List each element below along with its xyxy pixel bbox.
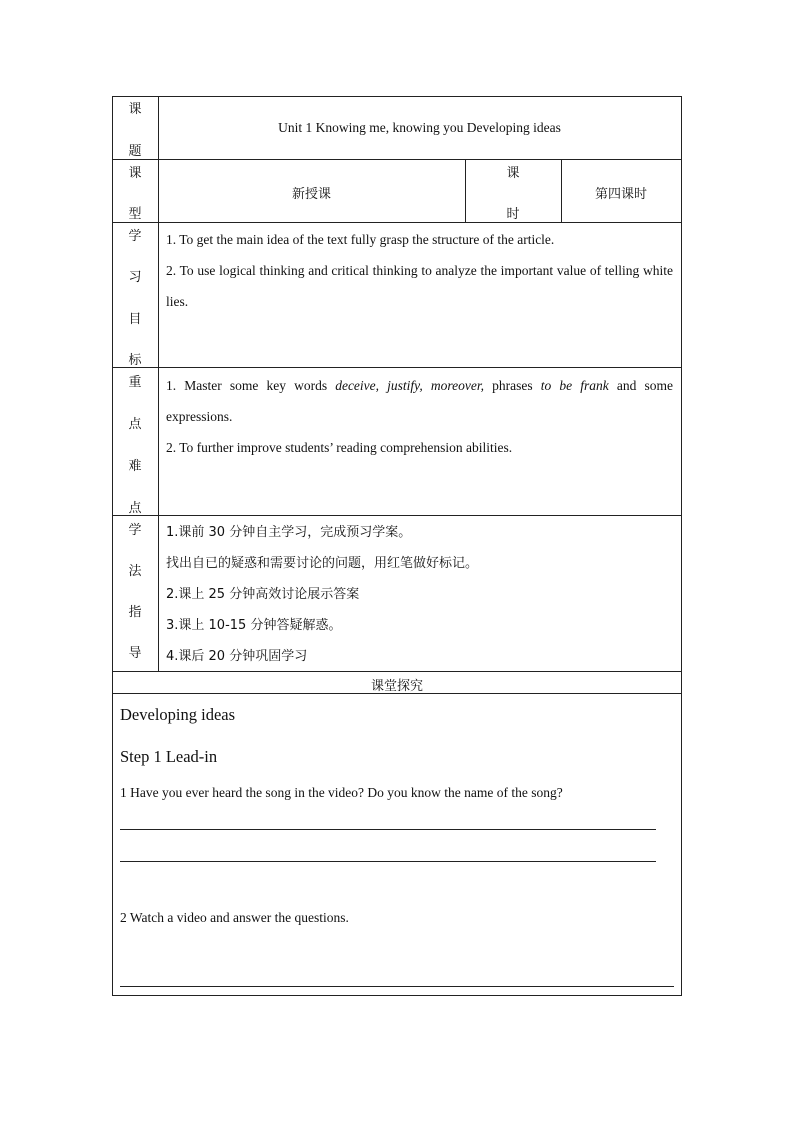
question-1: 1 Have you ever heard the song in the video? Do you know the name of the song? [120, 785, 563, 800]
topic-label: 课 题 [128, 102, 142, 159]
lesson-hours: 第四课时 [594, 187, 647, 202]
row-divider [112, 159, 682, 160]
method-item: 4.课后 20 分钟巩固学习 [166, 649, 308, 664]
lesson-type: 新授课 [291, 187, 331, 202]
table-border-bottom [112, 995, 682, 996]
objectives-label: 学 习 目 标 [128, 229, 142, 368]
method-label: 学 法 指 导 [128, 523, 142, 661]
key-points-text [166, 370, 673, 463]
method-item: 找出自已的疑惑和需要讨论的问题，用红笔做好标记。 [166, 556, 479, 571]
objectives-text [166, 224, 673, 317]
answer-line[interactable] [120, 861, 656, 862]
objective-item: 1. To get the main idea of the text fully grasp the structure of the article. [166, 232, 555, 247]
table-border-right [681, 96, 682, 996]
method-item: 3.课上 10-15 分钟答疑解惑。 [166, 618, 342, 633]
heading-developing-ideas: Developing ideas [120, 705, 236, 724]
objective-item: 2. To use logical thinking and critical thinking to analyze the important value of telling white lies. [166, 263, 673, 309]
key-words: deceive, justify, moreover, [335, 378, 485, 393]
row-divider [112, 222, 682, 223]
hours-label: 课 时 [506, 166, 520, 222]
heading-step-lead-in: Step 1 Lead-in [120, 747, 218, 766]
key-point-item: 2. To further improve students’ reading comprehension abilities. [166, 440, 513, 455]
answer-line[interactable] [120, 829, 656, 830]
section-header: 课堂探究 [370, 679, 423, 694]
lesson-plan-table [112, 96, 682, 996]
type-label: 课 型 [128, 166, 142, 222]
lesson-title: Unit 1 Knowing me, knowing you Developing ideas [278, 120, 561, 135]
key-phrase: to be frank [540, 378, 609, 393]
question-2: 2 Watch a video and answer the questions. [120, 910, 349, 925]
method-item: 1.课前 30 分钟自主学习，完成预习学案。 [166, 525, 412, 540]
method-text [166, 517, 673, 672]
row-divider [112, 367, 682, 368]
row-divider [112, 515, 682, 516]
method-item: 2.课上 25 分钟高效讨论展示答案 [166, 587, 360, 602]
answer-line[interactable] [120, 986, 674, 987]
key-point-item: 1. Master some key words deceive, justify, moreover, phrases to be frank and some expressions. [166, 378, 673, 424]
table-border-top [112, 96, 682, 97]
key-points-label: 重 点 难 点 [128, 375, 142, 516]
